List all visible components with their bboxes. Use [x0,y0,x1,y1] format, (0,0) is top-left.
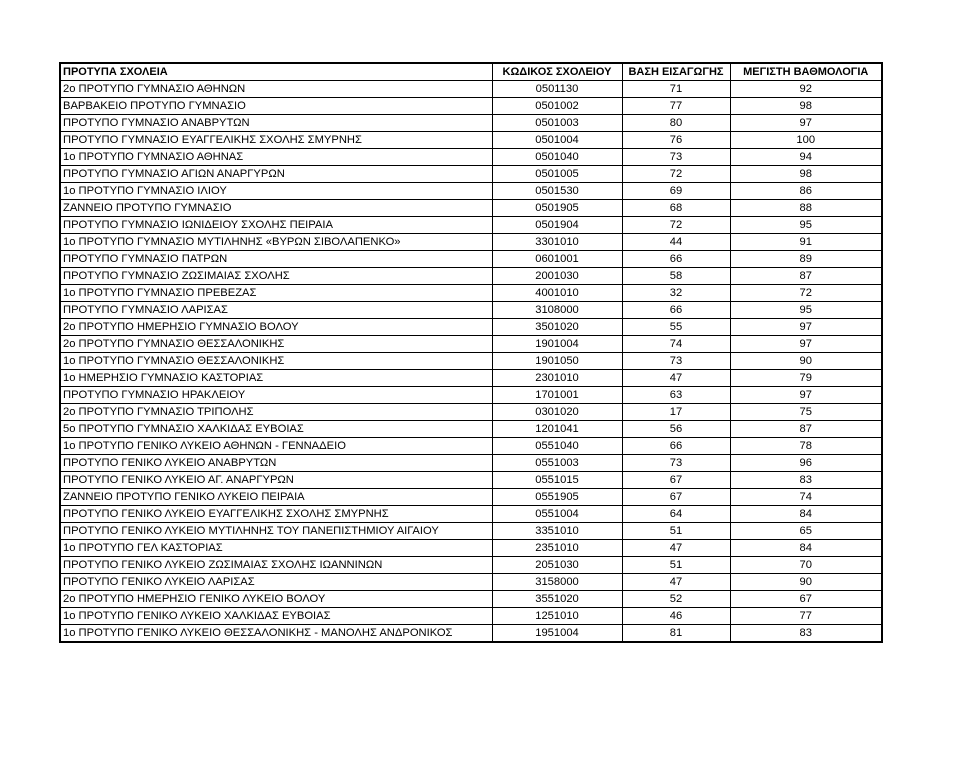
table-row [60,591,882,608]
school-name-cell: ΠΡΟΤΥΠΟ ΓΥΜΝΑΣΙΟ ΕΥΑΓΓΕΛΙΚΗΣ ΣΧΟΛΗΣ ΣΜΥΡΝΗΣ [60,132,492,149]
school-code-cell: 3351010 [492,523,622,540]
table-row [60,387,882,404]
school-name-cell: ΒΑΡΒΑΚΕΙΟ ΠΡΟΤΥΠΟ ΓΥΜΝΑΣΙΟ [60,98,492,115]
table-row [60,251,882,268]
school-code-cell: 0501002 [492,98,622,115]
max-score-cell: 70 [730,557,882,574]
school-name-cell: 1ο ΠΡΟΤΥΠΟ ΓΥΜΝΑΣΙΟ ΑΘΗΝΑΣ [60,149,492,166]
admission-base-cell: 51 [622,523,730,540]
school-code-cell: 1901004 [492,336,622,353]
max-score-cell: 87 [730,268,882,285]
max-score-cell: 74 [730,489,882,506]
max-score-cell: 75 [730,404,882,421]
admission-base-cell: 66 [622,302,730,319]
school-name-cell: ΠΡΟΤΥΠΟ ΓΥΜΝΑΣΙΟ ΗΡΑΚΛΕΙΟΥ [60,387,492,404]
max-score-cell: 86 [730,183,882,200]
school-name-cell: 2ο ΠΡΟΤΥΠΟ ΓΥΜΝΑΣΙΟ ΑΘΗΝΩΝ [60,81,492,98]
school-name-cell: ΠΡΟΤΥΠΟ ΓΕΝΙΚΟ ΛΥΚΕΙΟ ΕΥΑΓΓΕΛΙΚΗΣ ΣΧΟΛΗΣ ΣΜΥΡΝΗΣ [60,506,492,523]
school-name-cell: ΠΡΟΤΥΠΟ ΓΕΝΙΚΟ ΛΥΚΕΙΟ ΑΓ. ΑΝΑΡΓΥΡΩΝ [60,472,492,489]
table-row [60,217,882,234]
school-name-cell: 1ο ΠΡΟΤΥΠΟ ΓΥΜΝΑΣΙΟ ΠΡΕΒΕΖΑΣ [60,285,492,302]
school-name-cell: 2ο ΠΡΟΤΥΠΟ ΗΜΕΡΗΣΙΟ ΓΕΝΙΚΟ ΛΥΚΕΙΟ ΒΟΛΟΥ [60,591,492,608]
school-code-cell: 0551015 [492,472,622,489]
table-row [60,183,882,200]
admission-base-cell: 76 [622,132,730,149]
school-name-cell: 1ο ΠΡΟΤΥΠΟ ΓΥΜΝΑΣΙΟ ΙΛΙΟΥ [60,183,492,200]
max-score-cell: 84 [730,506,882,523]
schools-table [59,62,883,643]
admission-base-cell: 73 [622,149,730,166]
admission-base-cell: 69 [622,183,730,200]
admission-base-cell: 81 [622,625,730,643]
school-code-cell: 0501005 [492,166,622,183]
admission-base-cell: 71 [622,81,730,98]
table-row [60,132,882,149]
admission-base-cell: 47 [622,540,730,557]
admission-base-cell: 72 [622,166,730,183]
max-score-cell: 98 [730,166,882,183]
school-name-cell: 1ο ΠΡΟΤΥΠΟ ΓΕΝΙΚΟ ΛΥΚΕΙΟ ΧΑΛΚΙΔΑΣ ΕΥΒΟΙΑΣ [60,608,492,625]
table-row [60,336,882,353]
table-row [60,319,882,336]
max-score-cell: 97 [730,336,882,353]
school-name-cell: 1ο ΠΡΟΤΥΠΟ ΓΥΜΝΑΣΙΟ ΘΕΣΣΑΛΟΝΙΚΗΣ [60,353,492,370]
school-name-cell: 2ο ΠΡΟΤΥΠΟ ΓΥΜΝΑΣΙΟ ΘΕΣΣΑΛΟΝΙΚΗΣ [60,336,492,353]
admission-base-cell: 77 [622,98,730,115]
school-code-cell: 0501130 [492,81,622,98]
max-score-cell: 97 [730,319,882,336]
table-row [60,234,882,251]
school-name-cell: 1ο ΠΡΟΤΥΠΟ ΓΕΝΙΚΟ ΛΥΚΕΙΟ ΘΕΣΣΑΛΟΝΙΚΗΣ - ΜΑΝΟΛΗΣ ΑΝΔΡΟΝΙΚΟΣ [60,625,492,643]
admission-base-cell: 51 [622,557,730,574]
admission-base-cell: 17 [622,404,730,421]
max-score-cell: 67 [730,591,882,608]
max-score-cell: 78 [730,438,882,455]
school-name-cell: 5ο ΠΡΟΤΥΠΟ ΓΥΜΝΑΣΙΟ ΧΑΛΚΙΔΑΣ ΕΥΒΟΙΑΣ [60,421,492,438]
max-score-cell: 97 [730,115,882,132]
school-name-cell: 2ο ΠΡΟΤΥΠΟ ΓΥΜΝΑΣΙΟ ΤΡΙΠΟΛΗΣ [60,404,492,421]
school-name-cell: ΠΡΟΤΥΠΟ ΓΥΜΝΑΣΙΟ ΑΝΑΒΡΥΤΩΝ [60,115,492,132]
school-code-cell: 0551003 [492,455,622,472]
table-row [60,472,882,489]
max-score-cell: 90 [730,353,882,370]
admission-base-cell: 66 [622,438,730,455]
header-row [60,63,882,81]
school-name-cell: ΠΡΟΤΥΠΟ ΓΕΝΙΚΟ ΛΥΚΕΙΟ ΑΝΑΒΡΥΤΩΝ [60,455,492,472]
table-row [60,540,882,557]
max-score-cell: 77 [730,608,882,625]
table-row [60,98,882,115]
school-name-cell: 1ο ΗΜΕΡΗΣΙΟ ΓΥΜΝΑΣΙΟ ΚΑΣΤΟΡΙΑΣ [60,370,492,387]
table-row [60,166,882,183]
admission-base-cell: 73 [622,353,730,370]
school-code-cell: 3108000 [492,302,622,319]
school-code-cell: 0501004 [492,132,622,149]
max-score-cell: 95 [730,302,882,319]
admission-base-cell: 63 [622,387,730,404]
table-row [60,81,882,98]
table-row [60,455,882,472]
school-code-cell: 1901050 [492,353,622,370]
max-score-cell: 84 [730,540,882,557]
school-code-cell: 0501530 [492,183,622,200]
max-score-cell: 65 [730,523,882,540]
school-code-cell: 3301010 [492,234,622,251]
table-row [60,557,882,574]
school-code-cell: 0501003 [492,115,622,132]
table-row [60,438,882,455]
max-score-cell: 97 [730,387,882,404]
school-code-cell: 3551020 [492,591,622,608]
school-code-cell: 0551905 [492,489,622,506]
admission-base-cell: 80 [622,115,730,132]
school-name-cell: ΠΡΟΤΥΠΟ ΓΕΝΙΚΟ ΛΥΚΕΙΟ ΖΩΣΙΜΑΙΑΣ ΣΧΟΛΗΣ ΙΩΑΝΝΙΝΩΝ [60,557,492,574]
school-name-cell: 2ο ΠΡΟΤΥΠΟ ΗΜΕΡΗΣΙΟ ΓΥΜΝΑΣΙΟ ΒΟΛΟΥ [60,319,492,336]
max-score-cell: 79 [730,370,882,387]
header-school-name: ΠΡΟΤΥΠΑ ΣΧΟΛΕΙΑ [60,63,492,81]
max-score-cell: 96 [730,455,882,472]
admission-base-cell: 73 [622,455,730,472]
table-row [60,608,882,625]
header-max-score: ΜΕΓΙΣΤΗ ΒΑΘΜΟΛΟΓΙΑ [730,63,882,81]
max-score-cell: 83 [730,625,882,643]
max-score-cell: 94 [730,149,882,166]
school-code-cell: 0551004 [492,506,622,523]
school-code-cell: 1201041 [492,421,622,438]
school-name-cell: ΠΡΟΤΥΠΟ ΓΥΜΝΑΣΙΟ ΙΩΝΙΔΕΙΟΥ ΣΧΟΛΗΣ ΠΕΙΡΑΙΑ [60,217,492,234]
school-code-cell: 2001030 [492,268,622,285]
max-score-cell: 91 [730,234,882,251]
admission-base-cell: 46 [622,608,730,625]
admission-base-cell: 56 [622,421,730,438]
max-score-cell: 88 [730,200,882,217]
school-code-cell: 0551040 [492,438,622,455]
school-name-cell: ΠΡΟΤΥΠΟ ΓΥΜΝΑΣΙΟ ΑΓΙΩΝ ΑΝΑΡΓΥΡΩΝ [60,166,492,183]
max-score-cell: 90 [730,574,882,591]
table-row [60,404,882,421]
school-code-cell: 2051030 [492,557,622,574]
admission-base-cell: 64 [622,506,730,523]
max-score-cell: 83 [730,472,882,489]
admission-base-cell: 72 [622,217,730,234]
table-row [60,115,882,132]
admission-base-cell: 58 [622,268,730,285]
table-row [60,625,882,643]
header-school-code: ΚΩΔΙΚΟΣ ΣΧΟΛΕΙΟΥ [492,63,622,81]
school-code-cell: 0501904 [492,217,622,234]
school-code-cell: 3501020 [492,319,622,336]
school-code-cell: 1701001 [492,387,622,404]
school-code-cell: 0301020 [492,404,622,421]
school-name-cell: ΠΡΟΤΥΠΟ ΓΥΜΝΑΣΙΟ ΛΑΡΙΣΑΣ [60,302,492,319]
school-code-cell: 4001010 [492,285,622,302]
school-name-cell: ΖΑΝΝΕΙΟ ΠΡΟΤΥΠΟ ΓΕΝΙΚΟ ΛΥΚΕΙΟ ΠΕΙΡΑΙΑ [60,489,492,506]
admission-base-cell: 68 [622,200,730,217]
school-name-cell: ΖΑΝΝΕΙΟ ΠΡΟΤΥΠΟ ΓΥΜΝΑΣΙΟ [60,200,492,217]
max-score-cell: 72 [730,285,882,302]
school-name-cell: 1ο ΠΡΟΤΥΠΟ ΓΥΜΝΑΣΙΟ ΜΥΤΙΛΗΝΗΣ «ΒΥΡΩΝ ΣΙΒΟΛΑΠΕΝΚΟ» [60,234,492,251]
header-admission-base: ΒΑΣΗ ΕΙΣΑΓΩΓΗΣ [622,63,730,81]
table-row [60,574,882,591]
school-code-cell: 0601001 [492,251,622,268]
school-code-cell: 0501905 [492,200,622,217]
admission-base-cell: 67 [622,489,730,506]
school-name-cell: ΠΡΟΤΥΠΟ ΓΥΜΝΑΣΙΟ ΠΑΤΡΩΝ [60,251,492,268]
school-code-cell: 2301010 [492,370,622,387]
school-code-cell: 2351010 [492,540,622,557]
school-code-cell: 3158000 [492,574,622,591]
max-score-cell: 87 [730,421,882,438]
admission-base-cell: 47 [622,574,730,591]
max-score-cell: 89 [730,251,882,268]
table-row [60,149,882,166]
table-row [60,523,882,540]
school-code-cell: 0501040 [492,149,622,166]
max-score-cell: 92 [730,81,882,98]
school-name-cell: 1ο ΠΡΟΤΥΠΟ ΓΕΝΙΚΟ ΛΥΚΕΙΟ ΑΘΗΝΩΝ - ΓΕΝΝΑΔΕΙΟ [60,438,492,455]
table-row [60,489,882,506]
admission-base-cell: 44 [622,234,730,251]
table-row [60,353,882,370]
max-score-cell: 95 [730,217,882,234]
table-row [60,285,882,302]
table-row [60,200,882,217]
admission-base-cell: 52 [622,591,730,608]
school-name-cell: 1ο ΠΡΟΤΥΠΟ ΓΕΛ ΚΑΣΤΟΡΙΑΣ [60,540,492,557]
admission-base-cell: 66 [622,251,730,268]
admission-base-cell: 67 [622,472,730,489]
max-score-cell: 100 [730,132,882,149]
table-row [60,268,882,285]
max-score-cell: 98 [730,98,882,115]
schools-sheet [59,62,883,643]
admission-base-cell: 32 [622,285,730,302]
table-row [60,302,882,319]
table-row [60,421,882,438]
table-row [60,506,882,523]
admission-base-cell: 47 [622,370,730,387]
school-name-cell: ΠΡΟΤΥΠΟ ΓΥΜΝΑΣΙΟ ΖΩΣΙΜΑΙΑΣ ΣΧΟΛΗΣ [60,268,492,285]
school-code-cell: 1251010 [492,608,622,625]
school-name-cell: ΠΡΟΤΥΠΟ ΓΕΝΙΚΟ ΛΥΚΕΙΟ ΜΥΤΙΛΗΝΗΣ ΤΟΥ ΠΑΝΕΠΙΣΤΗΜΙΟΥ ΑΙΓΑΙΟΥ [60,523,492,540]
table-row [60,370,882,387]
admission-base-cell: 55 [622,319,730,336]
table-body [60,81,882,643]
admission-base-cell: 74 [622,336,730,353]
school-name-cell: ΠΡΟΤΥΠΟ ΓΕΝΙΚΟ ΛΥΚΕΙΟ ΛΑΡΙΣΑΣ [60,574,492,591]
school-code-cell: 1951004 [492,625,622,643]
